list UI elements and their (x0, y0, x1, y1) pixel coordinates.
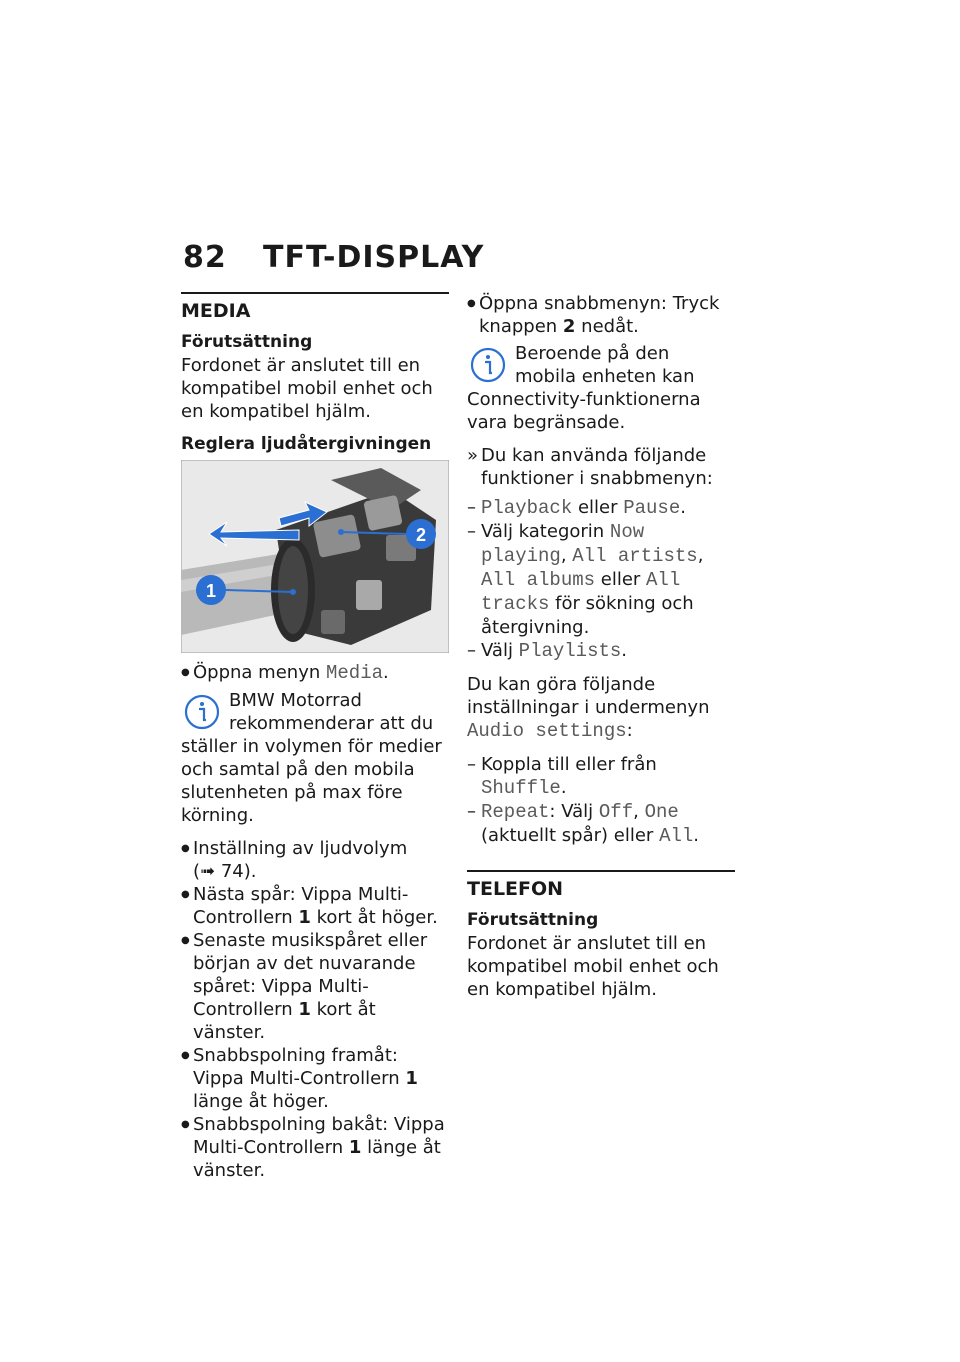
telefon-prereq-text: Fordonet är anslutet till en kompatibel mobil enhet och en kompatibel hjälm. (467, 933, 719, 1000)
bullet-previous-track: ● Senaste musikspåret eller början av det nuvarande spåret: Vippa Multi-Controllern 1 kort åt vänster. (181, 929, 449, 1044)
bullet-fast-forward: ● Snabbspolning framåt: Vippa Multi-Controllern 1 länge åt höger. (181, 1044, 449, 1113)
note-volume (181, 689, 449, 827)
option-playlists: – Välj Playlists. (467, 639, 735, 663)
telefon-heading: TELEFON (467, 878, 564, 900)
media-heading: MEDIA (181, 300, 251, 322)
info-icon (469, 346, 507, 384)
note-volume-text: BMW Motorrad rekommenderar att du ställer in volymen för medier och samtal på den mobila slutenheten på max före körning. (181, 690, 442, 826)
page-ref[interactable]: 74 (220, 861, 244, 882)
left-column (181, 292, 449, 1182)
bullet-volume-setting: ● Inställning av ljudvolym (➟ 74). (181, 837, 449, 883)
info-icon (183, 693, 221, 731)
result-quick-menu: » Du kan använda följande funktioner i snabbmenyn: (467, 444, 735, 490)
note-connectivity (467, 342, 735, 434)
step-open-quick-menu: ● Öppna snabbmenyn: Tryck knappen 2 nedåt. (467, 292, 735, 338)
prereq-title: Förutsättning (181, 332, 313, 352)
option-playback: – Playback eller Pause. (467, 496, 735, 520)
section-rule (467, 870, 735, 872)
option-category: – Välj kategorin Now playing, All artists, All albums eller All tracks för sökning och återgivning. (467, 520, 735, 639)
figure-label-2: 2 (415, 525, 427, 545)
handlebar-controller-figure (181, 460, 449, 653)
page-title: TFT-DISPLAY (263, 240, 485, 275)
page-number: 82 (183, 240, 227, 275)
telefon-prereq-title: Förutsättning (467, 910, 599, 930)
option-repeat: – Repeat: Välj Off, One (aktuellt spår) eller All. (467, 800, 735, 848)
figure-label-1: 1 (205, 581, 217, 601)
section-rule (181, 292, 449, 294)
bullet-rewind: ● Snabbspolning bakåt: Vippa Multi-Controllern 1 länge åt vänster. (181, 1113, 449, 1182)
right-column (467, 292, 735, 1011)
option-shuffle: – Koppla till eller från Shuffle. (467, 753, 735, 800)
note-connectivity-text: Beroende på den mobila enheten kan Connectivity-funktionerna vara begränsade. (467, 343, 701, 433)
step-open-media-menu: ● Öppna menyn Media. (181, 661, 449, 685)
volume-title: Reglera ljudåtergivningen (181, 434, 432, 454)
settings-intro: Du kan göra följande inställningar i undermenyn Audio settings: (467, 674, 710, 742)
prereq-text: Fordonet är anslutet till en kompatibel mobil enhet och en kompatibel hjälm. (181, 355, 433, 422)
page-ref-arrow-icon: ➟ (200, 861, 216, 882)
bullet-next-track: ● Nästa spår: Vippa Multi-Controllern 1 kort åt höger. (181, 883, 449, 929)
page-header (183, 240, 743, 280)
